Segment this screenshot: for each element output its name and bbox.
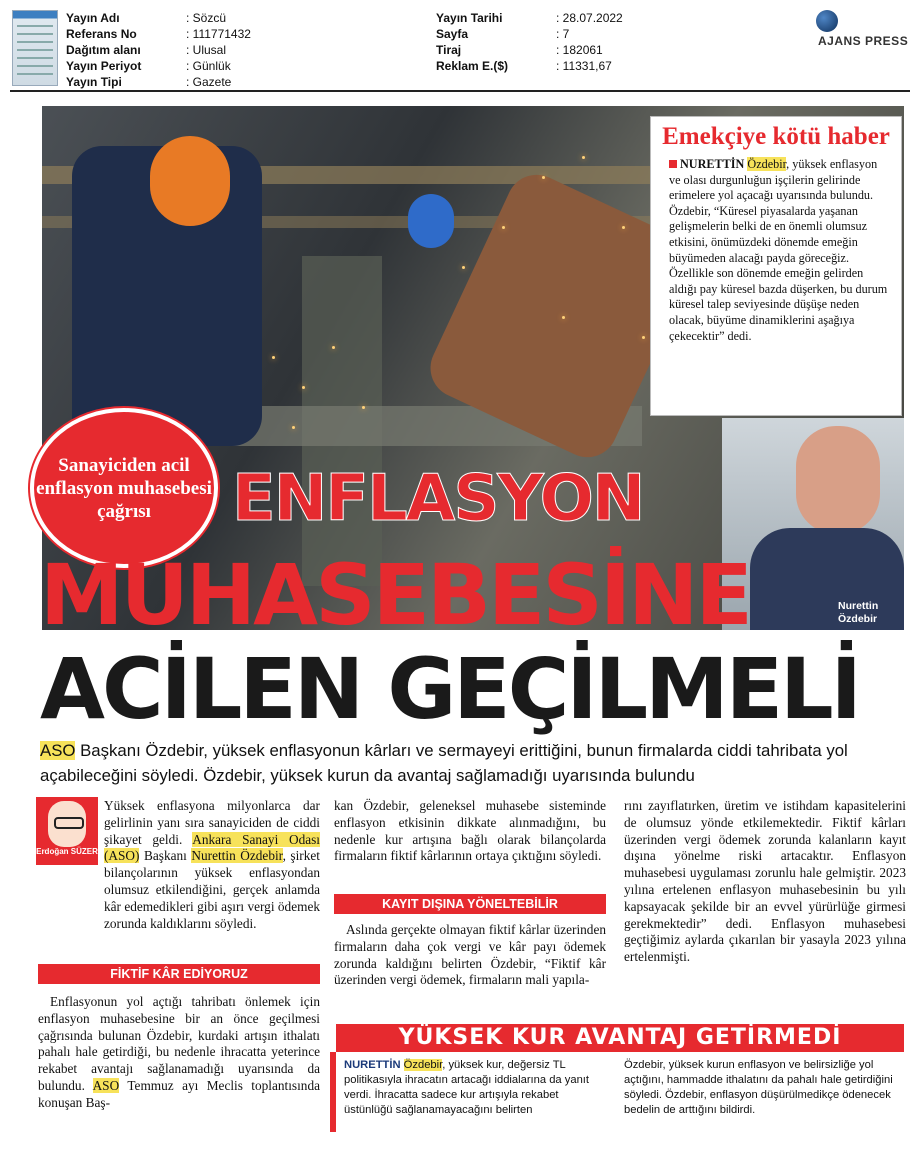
column-1-intro [104,798,320,932]
col1-aso-highlight: ASO [92,1077,120,1093]
meta-value: : 7 [556,27,570,41]
lead-text: Başkanı Özdebir, yüksek enflasyonun kârları ve sermayeyi erittiğini, bunun firmalarda ciddi tahribata yol açabileceğini söyledi. Özdebir, yüksek kurun da avantaj sağlamadığı uyarısında bulundu [40,741,848,785]
meta-label: Yayın Tarihi [436,11,503,25]
callout-badge [30,408,218,568]
meta-value: : 28.07.2022 [556,11,623,25]
column-2-top: kan Özdebir, geleneksel muhasebe sisteminde enflasyon etkisinin dikkate alınmadığını, bu nedenle kur artışına bağlı olarak bilançolarda firmaların fiktif kârlarının ortaya çıktığını söyledi. [334,798,606,864]
col1-text: Yüksek enflasyona milyonlarca dar gelirlinin yanı sıra sanayiciden de ciddi şikayet geldi. [104,798,320,847]
headline-line-3: ACİLEN GEÇİLMELİ [40,640,859,738]
badge-text: Sanayiciden acil enflasyon muhasebesi çağrısı [36,454,212,522]
col1-name-highlight: Nurettin Özdebir [191,848,283,864]
subhead-kayit: KAYIT DIŞINA YÖNELTEBİLİR [334,894,606,914]
meta-left [66,10,251,90]
meta-right [436,10,623,74]
portrait-caption: Nurettin Özdebir [838,600,879,625]
col1-body-text: Enflasyonun yol açtığı tahribatı önlemek için enflasyon muhasebesine bir an önce geçilmesi çağrısında bulunan Özdebir, kurdaki artışın ithalatı pahalı hale getirdiği, bu nedenle ihracatta yeterince rekabet avantajı sağlanamadığı uyarısında da bulundu. [38,994,320,1093]
meta-value: : 111771432 [186,27,251,41]
author-box [36,797,98,865]
header-divider [10,90,910,92]
clipping-header [0,0,920,92]
column-2-body: Aslında gerçekte olmayan fiktif kârlar üzerinden firmaların daha çok vergi ve kâr payı ödemek zorunda kaldığını belirten Özdebir, “Fiktif kâr üzerinden vergi ödemek, firmaların mali yapıla- [334,922,606,988]
globe-icon [816,10,838,32]
meta-label: Yayın Periyot [66,59,142,73]
meta-value: : Günlük [186,59,231,73]
meta-label: Sayfa [436,27,469,41]
meta-value: : 182061 [556,43,603,57]
meta-value: : 11331,67 [556,59,612,73]
bottom-band-headline: YÜKSEK KUR AVANTAJ GETİRMEDİ [336,1024,904,1052]
meta-value: : Ulusal [186,43,227,57]
column-3-body: rını zayıflatırken, üretim ve istihdam kapasitelerini de olumsuz yönde etkilemektedir. Fiktif kârları üzerinden vergi ödemek zorunda kalanların kayıt dışına yönelme riski artacaktır. Enflasyon muhasebesi uygulaması zorunlu hale gelmiştir. 2023 yılına ertelenen enflasyon muhasebesinin bu yılı kapsayacak şekilde bir an evvel yürürlüğe girmesi gerekmektedir” dedi. Enflasyon muhasebesi geçtiğimiz aylarda çıkarılan bir yasayla 2023 yılına ertelenmişti. [624,798,906,965]
meta-label: Reklam E.($) [436,59,509,73]
sidebar-story [650,116,902,416]
meta-label: Referans No [66,27,137,41]
meta-label: Dağıtım alanı [66,43,141,57]
sidebar-text [651,151,901,344]
headline-line-2: MUHASEBESİNE [40,546,750,644]
headline-line-1: ENFLASYON [232,462,644,536]
col1-text: , şirket bilançolarının yüksek enflasyondan olumsuz etkilendiğini, gerçek anlamda kâr edemedikleri gibi aşırı vergi ödemek zorunda kaldıklarını söyledi. [104,848,320,931]
meta-label: Yayın Tipi [66,75,122,89]
author-name: Erdoğan SÜZER [36,847,98,856]
meta-value: : Sözcü [186,11,227,25]
bottom-name-last: Özdebir [403,1059,443,1071]
sidebar-body: , yüksek enflasyon ve olası durgunluğun işçilerin gelirinde erimelere yol açacağı uyarısında bulundu. Özdebir, “Küresel piyasalarda yaşanan gelişmelerin belki de en önemli olumsuz etkisini, önümüzdeki dönemde emeğin büyümeden alacağı payda göreceğiz. Özellikle son dönemde emeğin gelirden aldığı pay küresel bazda düşerken, bu durum küresel talep seviyesinde düşüşe neden olacak, büyüme dinamiklerini aşağıya çekecektir” dedi. [669,157,888,343]
subhead-fiktif: FİKTİF KÂR EDİYORUZ [38,964,320,984]
sidebar-name-first: NURETTİN [680,157,745,171]
page-thumbnail[interactable] [12,10,58,86]
bottom-left-text [344,1058,610,1118]
sidebar-title: Emekçiye kötü haber [662,123,890,150]
bottom-left-body: , yüksek kur, değersiz TL politikasıyla ihracatın artacağı iddialarına da yanıt verdi. İhracatta sadece kur artışıyla rekabet üstünlüğü sağlanamayacağını belirten [344,1059,590,1116]
col1-aso-highlight: Ankara Sanayi Odası (ASO) [104,831,320,864]
meta-label: Yayın Adı [66,11,120,25]
logo-text: AJANS PRESS [818,34,909,48]
bottom-right-text: Özdebir, yüksek kurun enflasyon ve belirsizliğe yol açtığını, hammadde ithalatını da pahalı hale getirdiğini söyledi. Özdebir, enflasyon düşürülmedikçe ödenecek bedelin de arttığını bildirdi. [624,1059,893,1116]
meta-value: : Gazete [186,75,232,89]
bullet-square-icon [669,160,677,168]
sidebar-name-last: Özdebir [747,157,787,171]
column-1-body [38,994,320,1112]
lead-aso: ASO [40,741,76,760]
ajans-press-logo [816,10,912,50]
col1-text: Başkanı [139,848,192,864]
col1-body-text: Temmuz ayı Meclis toplantısında konuşan Baş- [38,1077,321,1110]
lead-paragraph [40,738,910,788]
meta-label: Tiraj [436,43,462,57]
bottom-name-first: NURETTİN [344,1059,401,1071]
author-avatar [48,801,86,847]
bottom-accent-bar [330,1052,336,1132]
